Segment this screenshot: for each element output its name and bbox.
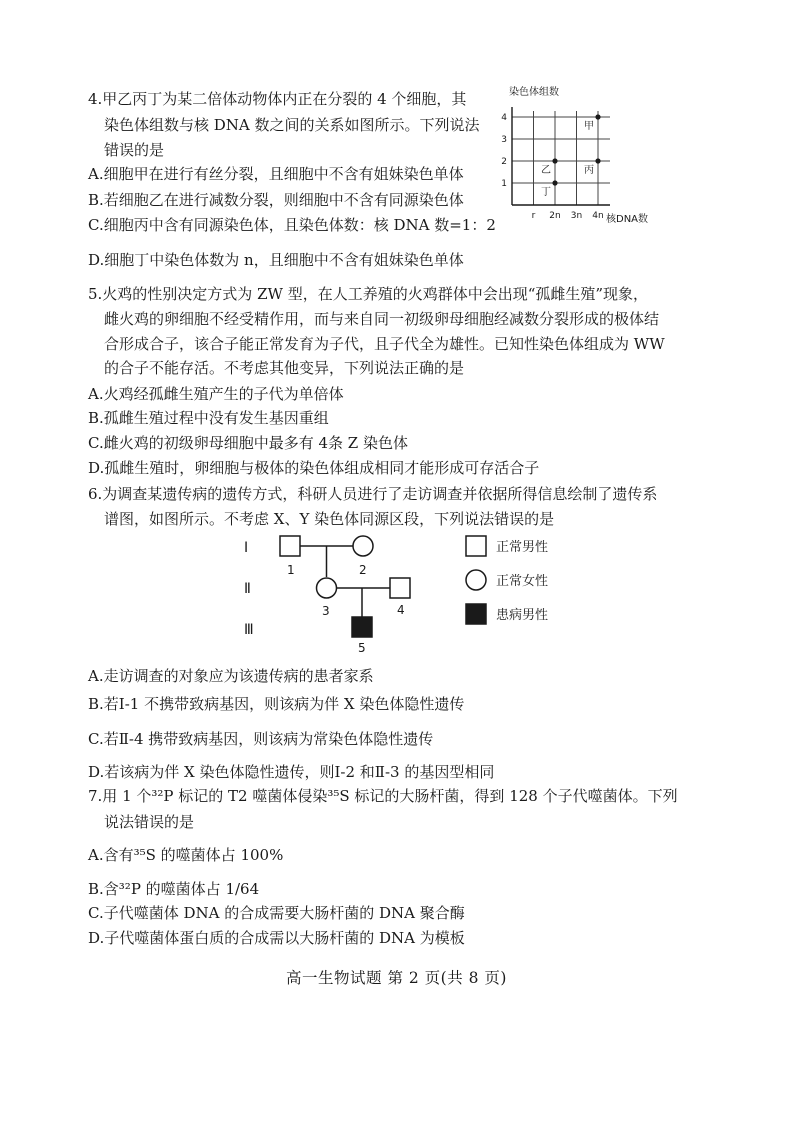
q4-option-a: A.细胞甲在进行有丝分裂，且细胞中不含有姐妹染色单体 <box>88 165 464 183</box>
page-footer: 高一生物试题 第 2 页(共 8 页) <box>286 969 507 987</box>
q6-option-c: C.若Ⅱ-4 携带致病基因，则该病为常染色体隐性遗传 <box>88 730 434 748</box>
q5-option-c: C.雌火鸡的初级卵母细胞中最多有 4条 Z 染色体 <box>88 434 408 452</box>
legend-normal-male: 正常男性 <box>496 540 549 555</box>
q6-option-b: B.若Ⅰ-1 不携带致病基因，则该病为伴 X 染色体隐性遗传 <box>88 695 465 713</box>
data-point-label: 乙 <box>541 165 551 176</box>
q4-option-c: C.细胞丙中含有同源染色体，且染色体数：核 DNA 数=1：2 <box>88 216 496 234</box>
q5-option-b: B.孤雌生殖过程中没有发生基因重组 <box>88 409 329 427</box>
legend-affected-male-symbol <box>466 604 486 624</box>
data-point <box>595 114 600 119</box>
y-tick-label: 3 <box>501 135 507 145</box>
q6-stem-line-2: 谱图，如图所示。不考虑 X、Y 染色体同源区段，下列说法错误的是 <box>104 510 555 528</box>
q6-option-d: D.若该病为伴 X 染色体隐性遗传，则Ⅰ-2 和Ⅱ-3 的基因型相同 <box>88 763 495 781</box>
generation-label-2: Ⅱ <box>244 581 251 597</box>
q4-stem-line-1: 4.甲乙丙丁为某二倍体动物体内正在分裂的 4 个细胞，其 <box>88 90 467 108</box>
q6-stem-line-1: 6.为调查某遗传病的遗传方式，科研人员进行了走访调查并依据所得信息绘制了遗传系 <box>88 485 658 503</box>
y-tick-label: 4 <box>501 113 507 123</box>
q5-stem-line-1: 5.火鸡的性别决定方式为 ZW 型，在人工养殖的火鸡群体中会出现“孤雌生殖”现象， <box>88 285 649 303</box>
chart-y-axis-label: 染色体组数 <box>509 87 559 98</box>
q4-stem-line-2: 染色体组数与核 DNA 数之间的关系如图所示。下列说法 <box>104 116 480 134</box>
individual-5-affected-male <box>352 617 372 637</box>
chromosome-dna-chart <box>490 80 660 230</box>
chart-x-axis-label: 核DNA数 <box>606 214 649 225</box>
pedigree-chart <box>240 530 570 660</box>
individual-4-normal-male <box>390 578 410 598</box>
chart-axes <box>512 107 610 205</box>
individual-number-4: 4 <box>397 603 405 617</box>
q4-option-d: D.细胞丁中染色体数为 n，且细胞中不含有姐妹染色单体 <box>88 251 464 269</box>
q7-option-c: C.子代噬菌体 DNA 的合成需要大肠杆菌的 DNA 聚合酶 <box>88 904 465 922</box>
y-tick-label: 1 <box>501 179 507 189</box>
chart-points <box>541 114 601 198</box>
legend-affected-male: 患病男性 <box>496 608 549 623</box>
x-tick-label: 2n <box>549 211 561 221</box>
chart-grid <box>512 111 610 205</box>
legend-normal-female: 正常女性 <box>496 574 549 589</box>
data-point <box>552 180 557 185</box>
y-tick-label: 2 <box>501 157 507 167</box>
individual-2-normal-female <box>353 536 373 556</box>
x-tick-label: 4n <box>592 211 604 221</box>
q6-option-a: A.走访调查的对象应为该遗传病的患者家系 <box>88 667 374 685</box>
data-point-label: 丁 <box>541 187 551 198</box>
q7-stem-line-1: 7.用 1 个³²P 标记的 T2 噬菌体侵染³⁵S 标记的大肠杆菌，得到 128 个子代噬菌体。下列 <box>88 787 678 805</box>
legend-normal-male-symbol <box>466 536 486 556</box>
q5-stem-line-2: 雌火鸡的卵细胞不经受精作用，而与来自同一初级卵母细胞经减数分裂形成的极体结 <box>104 310 660 328</box>
x-tick-label: r <box>531 211 536 221</box>
data-point-label: 丙 <box>584 165 594 176</box>
q7-option-d: D.子代噬菌体蛋白质的合成需以大肠杆菌的 DNA 为模板 <box>88 929 465 947</box>
q7-stem-line-2: 说法错误的是 <box>104 813 195 831</box>
legend-normal-female-symbol <box>466 570 486 590</box>
q7-option-a: A.含有³⁵S 的噬菌体占 100% <box>88 846 284 864</box>
data-point-label: 甲 <box>584 121 594 132</box>
q4-stem-line-3: 错误的是 <box>104 141 165 159</box>
q5-stem-line-3: 合形成合子，该合子能正常发育为子代，且子代全为雄性。已知性染色体组成为 WW <box>104 335 665 353</box>
generation-label-3: Ⅲ <box>244 622 254 638</box>
individual-number-5: 5 <box>358 641 366 655</box>
individual-number-1: 1 <box>287 563 295 577</box>
data-point <box>595 158 600 163</box>
individual-number-3: 3 <box>322 604 330 618</box>
individual-number-2: 2 <box>359 563 367 577</box>
q5-option-d: D.孤雌生殖时，卵细胞与极体的染色体组成相同才能形成可存活合子 <box>88 459 540 477</box>
individual-1-normal-male <box>280 536 300 556</box>
individual-3-normal-female <box>317 578 337 598</box>
q5-option-a: A.火鸡经孤雌生殖产生的子代为单倍体 <box>88 385 344 403</box>
x-tick-label: 3n <box>570 211 583 221</box>
q7-option-b: B.含³²P 的噬菌体占 1/64 <box>88 880 260 898</box>
generation-label-1: Ⅰ <box>244 540 249 556</box>
q4-option-b: B.若细胞乙在进行减数分裂，则细胞中不含有同源染色体 <box>88 191 464 209</box>
q5-stem-line-4: 的合子不能存活。不考虑其他变异，下列说法正确的是 <box>104 359 465 377</box>
data-point <box>552 158 557 163</box>
